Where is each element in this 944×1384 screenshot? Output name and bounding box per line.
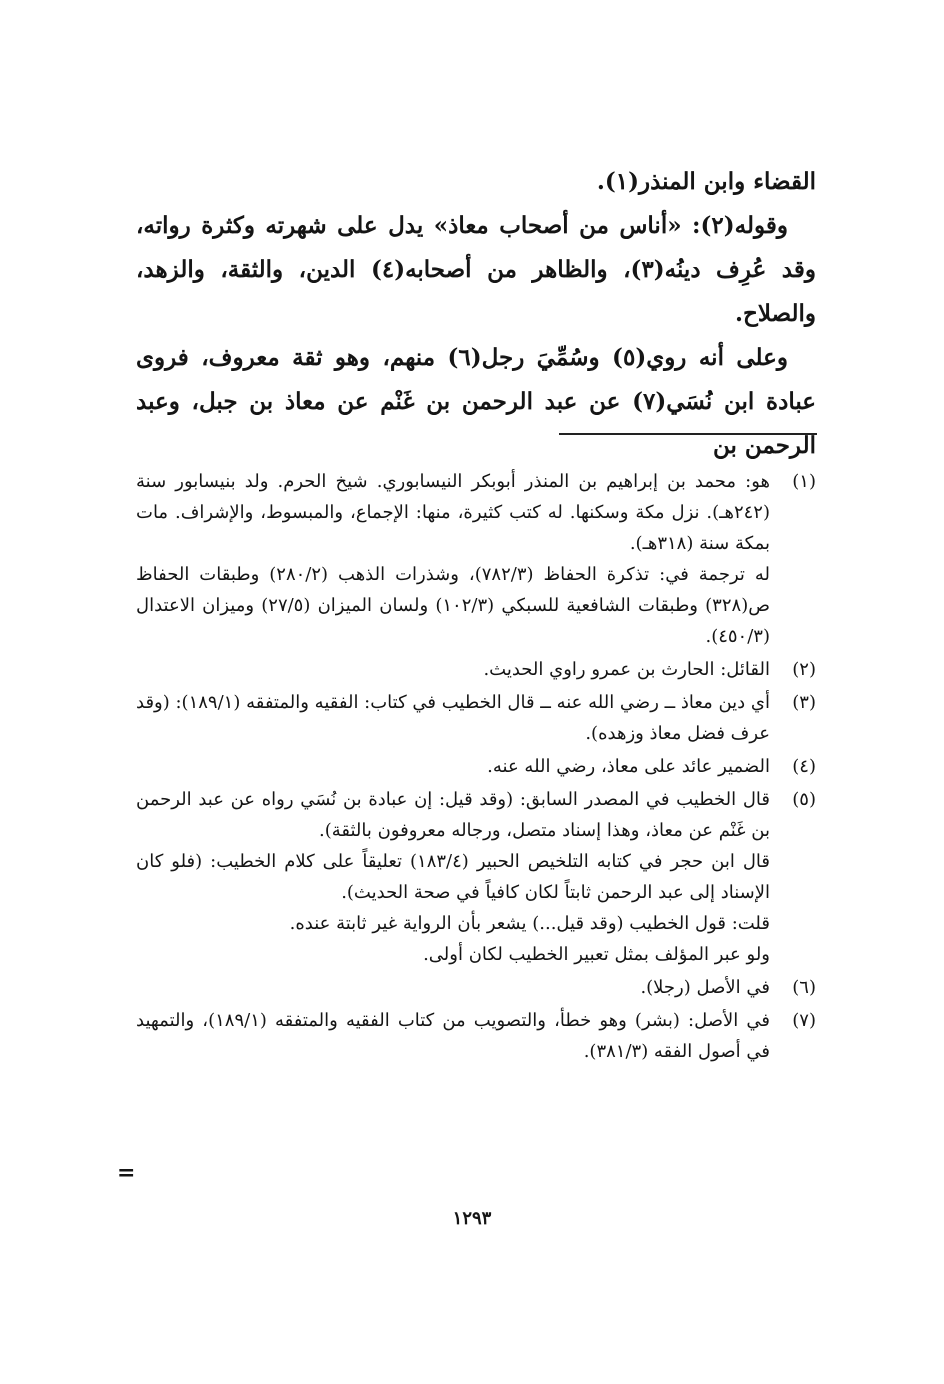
footnote-line: في الأصل (رجلا).	[640, 977, 770, 998]
footnote-number: (٥)	[792, 789, 816, 810]
footnote-body	[136, 687, 770, 749]
footnote-line: الضمير عائد على معاذ، رضي الله عنه.	[487, 756, 770, 777]
continuation-mark: =	[117, 1160, 136, 1186]
footnote	[136, 1005, 816, 1067]
footnote-line: القائل: الحارث بن عمرو راوي الحديث.	[483, 659, 770, 680]
page-number: ١٢٩٣	[452, 1208, 492, 1229]
footnote-number: (٣)	[792, 692, 816, 713]
footnote	[136, 972, 816, 1003]
footnote-number: (١)	[792, 471, 816, 492]
footnote-line: قلت: قول الخطيب (وقد قيل...) يشعر بأن الرواية غير ثابتة عنده.	[289, 913, 770, 934]
footnote	[136, 466, 816, 652]
footnote-line: قال ابن حجر في كتابه التلخيص الحبير (١٨٣/٤) تعليقاً على كلام الخطيب: (فلو كان الإسناد إلى عبد الرحمن ثابتاً لكان كافياً في صحة الحديث).	[136, 851, 770, 903]
main-paragraph: وعلى أنه روي(٥) وسُمِّيَ رجل(٦) منهم، وهو ثقة معروف، فروى عبادة ابن نُسَي(٧) عن عبد الرحمن بن غَنْم عن معاذ بن جبل، وعبد الرحمن بن	[136, 344, 816, 459]
footnote	[136, 654, 816, 685]
footnote-line: له ترجمة في: تذكرة الحفاظ (٧٨٢/٣)، وشذرات الذهب (٢٨٠/٢) وطبقات الحفاظ ص(٣٢٨) وطبقات الشافعية للسبكي (١٠٢/٣) ولسان الميزان (٢٧/٥) وميزان الاعتدال (٤٥٠/٣).	[136, 564, 771, 647]
footnote	[136, 687, 816, 749]
footnote-number: (٧)	[792, 1010, 816, 1031]
footnote-number: (٢)	[792, 659, 816, 680]
footnote-number: (٤)	[792, 756, 816, 777]
footnote-body	[136, 972, 770, 1003]
footnote	[136, 751, 816, 782]
footnote-line: أي دين معاذ ــ رضي الله عنه ــ قال الخطيب في كتاب: الفقيه والمتفقه (١٨٩/١): (وقد عرف فضل معاذ وزهده).	[136, 692, 770, 744]
footnote-line: ولو عبر المؤلف بمثل تعبير الخطيب لكان أولى.	[423, 944, 770, 965]
main-text-block	[136, 160, 816, 468]
footnote-separator	[559, 433, 817, 435]
main-paragraph: وقوله(٢): «أناس من أصحاب معاذ» يدل على شهرته وكثرة رواته، وقد عُرِف دينُه(٣)، والظاهر من أصحابه(٤) الدين، والثقة، والزهد، والصلاح.	[136, 212, 816, 327]
footnote-number: (٦)	[792, 977, 816, 998]
main-paragraph: القضاء وابن المنذر(١).	[596, 168, 816, 195]
footnote	[136, 784, 816, 970]
footnote-body	[136, 784, 770, 970]
footnote-body	[136, 654, 770, 685]
footnote-line: في الأصل: (بشر) وهو خطأ، والتصويب من كتاب الفقيه والمتفقه (١٨٩/١)، والتمهيد في أصول الفقه (٣٨١/٣).	[136, 1010, 770, 1062]
footnote-body	[136, 466, 770, 652]
footnote-body	[136, 751, 770, 782]
footnote-body	[136, 1005, 770, 1067]
footnotes-block	[136, 466, 816, 1069]
footnote-line: هو: محمد بن إبراهيم بن المنذر أبوبكر النيسابوري. شيخ الحرم. ولد بنيسابور سنة (٢٤٢هـ). نزل مكة وسكنها. له كتب كثيرة، منها: الإجماع، والمبسوط، والإشراف. مات بمكة سنة (٣١٨هـ).	[136, 471, 770, 554]
footnote-line: قال الخطيب في المصدر السابق: (وقد قيل: إن عبادة بن نُسَي رواه عن عبد الرحمن بن غَنْم عن معاذ، وهذا إسناد متصل، ورجاله معروفون بالثقة).	[136, 789, 770, 841]
